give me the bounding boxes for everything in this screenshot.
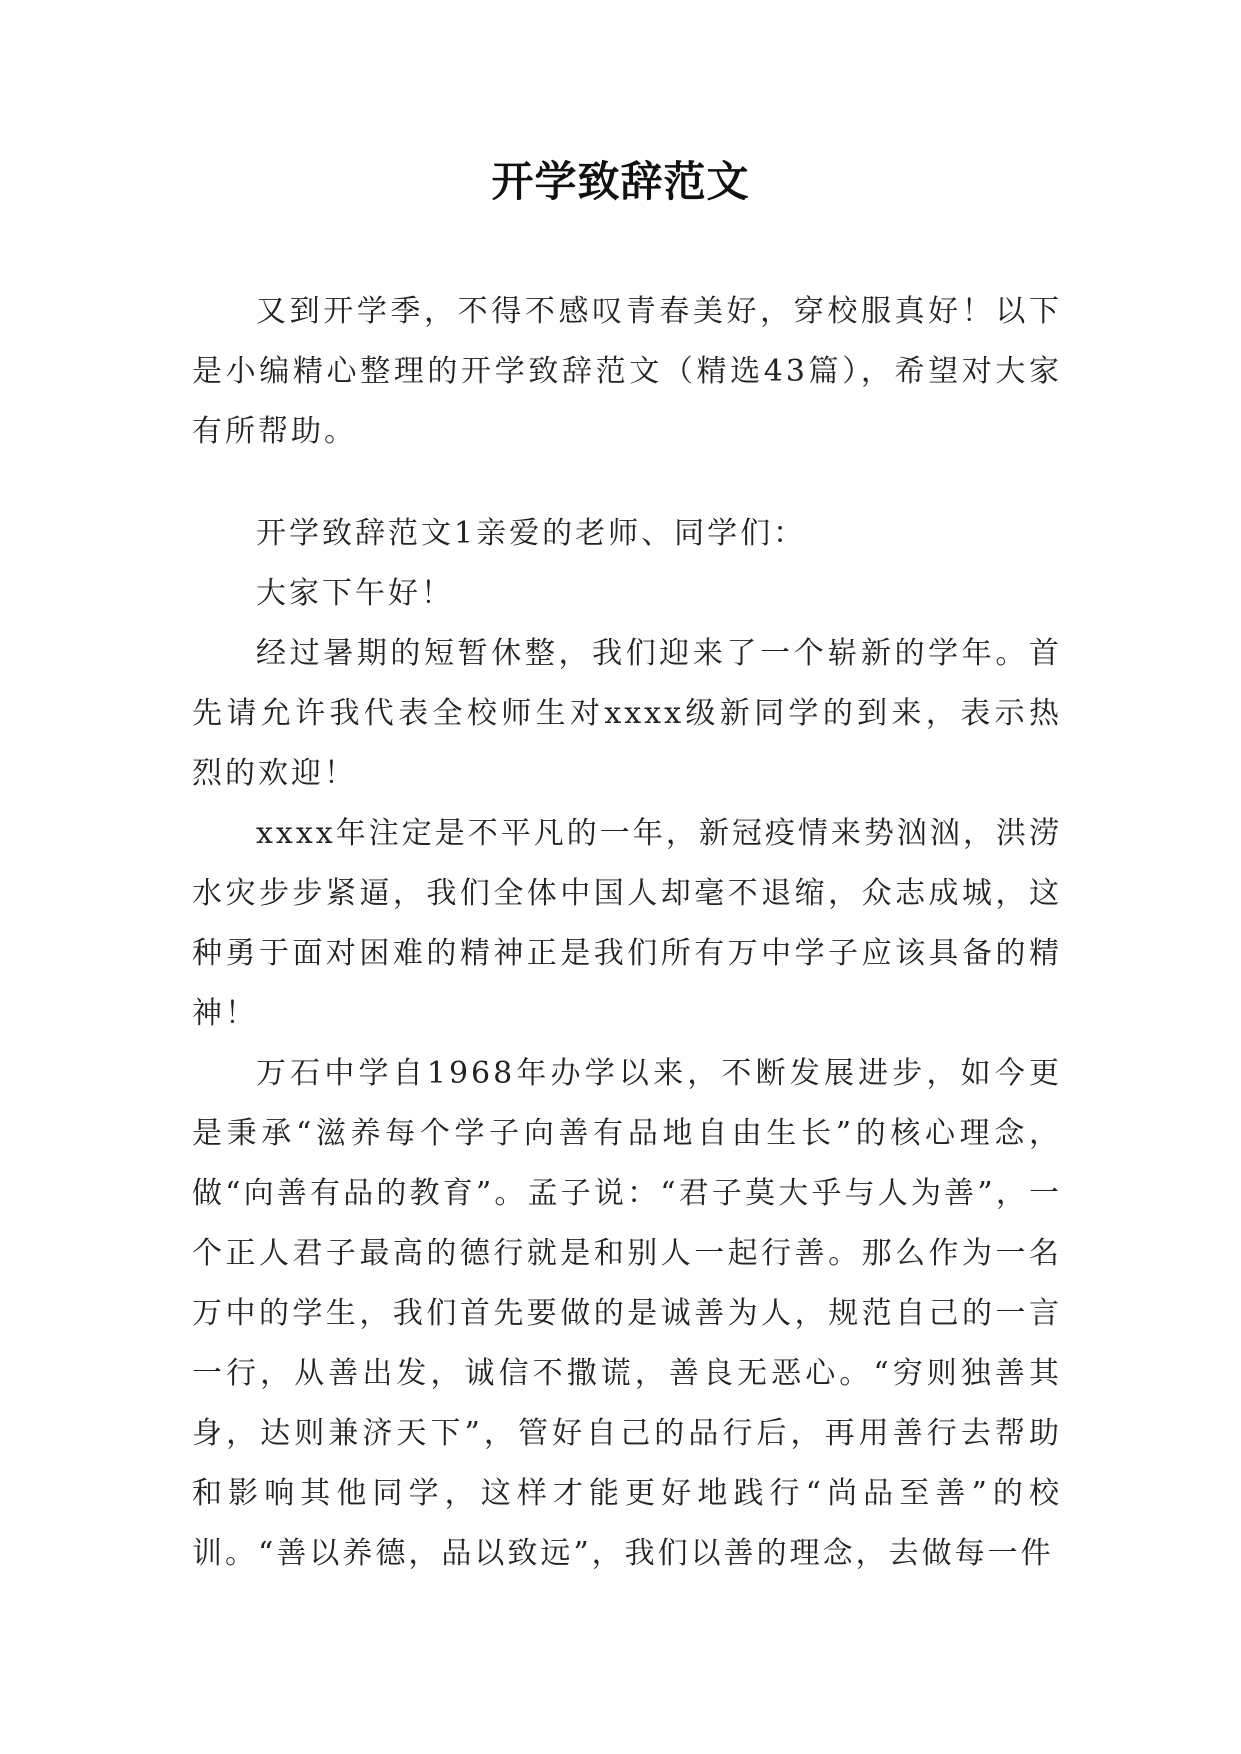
welcome-paragraph: 经过暑期的短暂休整，我们迎来了一个崭新的学年。首先请允许我代表全校师生对xxxx级新同学的到来，表示热烈的欢迎！ <box>192 636 1062 791</box>
paragraph-spacer <box>192 462 1062 504</box>
speech-heading-paragraph: 开学致辞范文1亲爱的老师、同学们： <box>256 516 807 551</box>
year-reflection-paragraph: xxxx年注定是不平凡的一年，新冠疫情来势汹汹，洪涝水灾步步紧逼，我们全体中国人却毫不退缩，众志成城，这种勇于面对困难的精神正是我们所有万中学子应该具备的精神！ <box>192 816 1062 1031</box>
document-body <box>192 282 1062 1584</box>
document-title: 开学致辞范文 <box>491 157 750 206</box>
intro-paragraph: 又到开学季，不得不感叹青春美好，穿校服真好！以下是小编精心整理的开学致辞范文（精选43篇），希望对大家有所帮助。 <box>192 294 1062 449</box>
school-philosophy-paragraph: 万石中学自1968年办学以来，不断发展进步，如今更是秉承“滋养每个学子向善有品地自由生长”的核心理念，做“向善有品的教育”。孟子说：“君子莫大乎与人为善”，一个正人君子最高的德行就是和别人一起行善。那么作为一名万中的学生，我们首先要做的是诚善为人，规范自己的一言一行，从善出发，诚信不撒谎，善良无恶心。“穷则独善其身，达则兼济天下”，管好自己的品行后，再用善行去帮助和影响其他同学，这样才能更好地践行“尚品至善”的校训。“善以养德，品以致远”，我们以善的理念，去做每一件 <box>192 1056 1062 1571</box>
greeting-paragraph: 大家下午好！ <box>256 576 454 611</box>
